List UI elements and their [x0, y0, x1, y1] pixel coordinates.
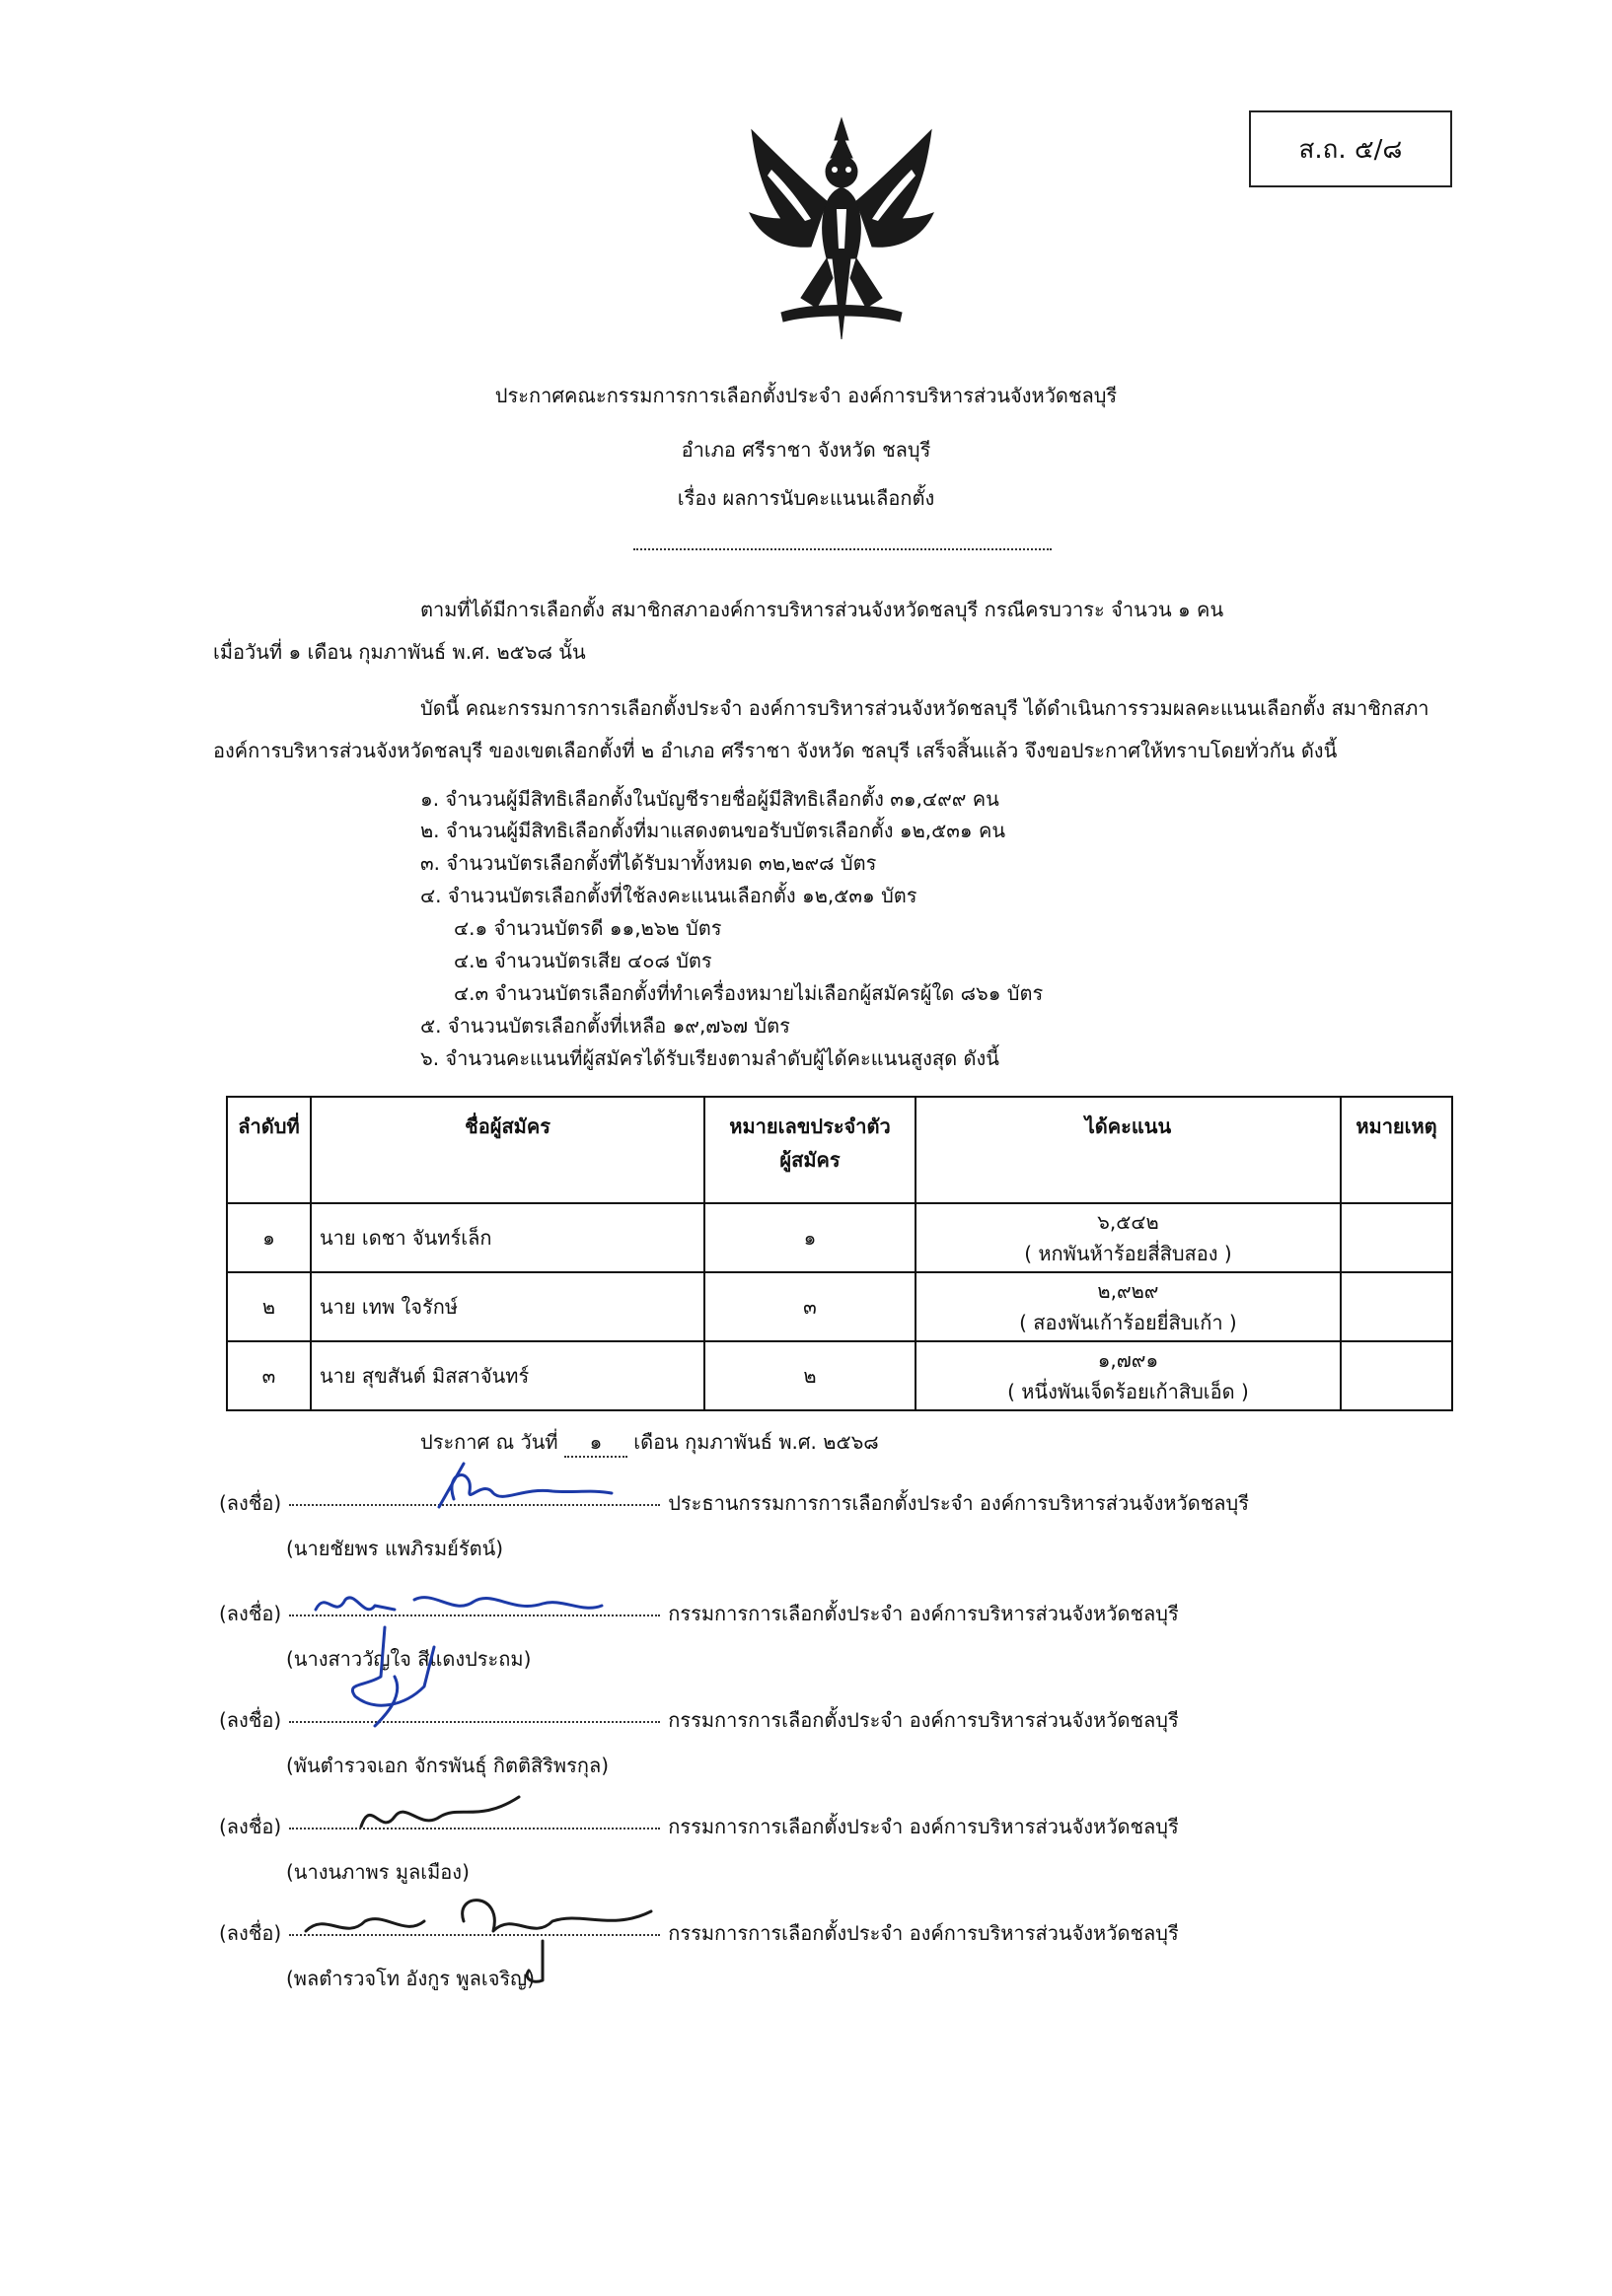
- announce-day: ๑: [564, 1428, 627, 1458]
- form-code: ส.ถ. ๕/๘: [1298, 134, 1403, 165]
- signature-label: (ลงชื่อ): [219, 1815, 282, 1838]
- score-value: ๑,๗๙๑: [1097, 1348, 1159, 1372]
- header-district: อำเภอ ศรีราชา จังหวัด ชลบุรี: [681, 438, 931, 462]
- handwritten-signature-3: [326, 1617, 464, 1736]
- list-item: ๓. จำนวนบัตรเลือกตั้งที่ได้รับมาทั้งหมด ๓๒,๒๙๘ บัตร: [420, 851, 877, 875]
- cell-number: ๓: [704, 1272, 916, 1341]
- handwritten-signature-1: [434, 1460, 651, 1519]
- signature-name: (พลตำรวจโท อังกูร พูลเจริญ): [286, 1967, 536, 1990]
- header-number-line1: หมายเลขประจำตัว: [729, 1114, 891, 1138]
- score-value: ๒,๙๒๙: [1097, 1279, 1159, 1303]
- score-value: ๖,๕๔๒: [1097, 1210, 1159, 1234]
- intro-p2-line2: องค์การบริหารส่วนจังหวัดชลบุรี ของเขตเลือกตั้งที่ ๒ อำเภอ ศรีราชา จังหวัด ชลบุรี เสร็จสิ้นแล้ว จึงขอประกาศให้ทราบโดยทั่วกัน ดังนี้: [213, 739, 1338, 762]
- list-subitem: ๔.๒ จำนวนบัตรเสีย ๔๐๘ บัตร: [454, 949, 712, 972]
- cell-remark: [1341, 1341, 1452, 1410]
- list-item: ๖. จำนวนคะแนนที่ผู้สมัครได้รับเรียงตามลำดับผู้ได้คะแนนสูงสุด ดังนี้: [420, 1046, 999, 1070]
- announce-month: กุมภาพันธ์: [685, 1430, 772, 1454]
- announce-month-label: เดือน: [633, 1430, 679, 1454]
- score-words: ( สองพันเก้าร้อยยี่สิบเก้า ): [1019, 1311, 1237, 1334]
- list-subitem: ๔.๑ จำนวนบัตรดี ๑๑,๒๖๒ บัตร: [454, 916, 722, 940]
- signature-label: (ลงชื่อ): [219, 1491, 282, 1515]
- cell-rank: ๓: [227, 1341, 311, 1410]
- list-subitem: ๔.๓ จำนวนบัตรเลือกตั้งที่ทำเครื่องหมายไม่เลือกผู้สมัครผู้ใด ๘๖๑ บัตร: [454, 981, 1044, 1005]
- signature-name: (นางสาววัญใจ สีแดงประถม): [286, 1647, 532, 1671]
- intro-p1-line1: ตามที่ได้มีการเลือกตั้ง สมาชิกสภาองค์การบริหารส่วนจังหวัดชลบุรี กรณีครบวาระ จำนวน ๑ คน: [420, 598, 1224, 621]
- cell-rank: ๑: [227, 1203, 311, 1272]
- signature-position: กรรมการการเลือกตั้งประจำ องค์การบริหารส่วนจังหวัดชลบุรี: [668, 1602, 1179, 1625]
- table-row: [227, 1341, 1452, 1410]
- list-item: ๕. จำนวนบัตรเลือกตั้งที่เหลือ ๑๙,๗๖๗ บัตร: [420, 1014, 790, 1038]
- header-remark: หมายเหตุ: [1341, 1097, 1452, 1203]
- list-item: ๔. จำนวนบัตรเลือกตั้งที่ใช้ลงคะแนนเลือกตั้ง ๑๒,๕๓๑ บัตร: [420, 884, 917, 907]
- header-divider: [633, 548, 1052, 550]
- announce-date: [420, 1428, 879, 1458]
- signature-line: [219, 1489, 1249, 1517]
- header-number-line2: ผู้สมัคร: [779, 1148, 841, 1172]
- signature-position: กรรมการการเลือกตั้งประจำ องค์การบริหารส่วนจังหวัดชลบุรี: [668, 1921, 1179, 1945]
- signature-name: (พันตำรวจเอก จักรพันธุ์ กิตติสิริพรกุล): [286, 1754, 610, 1777]
- cell-name: นาย สุขสันต์ มิสสาจันทร์: [311, 1341, 704, 1410]
- signature-label: (ลงชื่อ): [219, 1602, 282, 1625]
- results-table: [226, 1096, 1453, 1411]
- signature-position: กรรมการการเลือกตั้งประจำ องค์การบริหารส่วนจังหวัดชลบุรี: [668, 1708, 1179, 1732]
- cell-remark: [1341, 1203, 1452, 1272]
- list-item: ๑. จำนวนผู้มีสิทธิเลือกตั้งในบัญชีรายชื่อผู้มีสิทธิเลือกตั้ง ๓๑,๔๙๙ คน: [420, 787, 999, 811]
- cell-number: ๒: [704, 1341, 916, 1410]
- handwritten-signature-5: [296, 1882, 671, 1990]
- intro-p2-line1: บัดนี้ คณะกรรมการการเลือกตั้งประจำ องค์การบริหารส่วนจังหวัดชลบุรี ได้ดำเนินการรวมผลคะแนนเลือกตั้ง สมาชิกสภา: [420, 696, 1429, 720]
- cell-name: นาย เดชา จันทร์เล็ก: [311, 1203, 704, 1272]
- form-code-box: [1249, 110, 1452, 187]
- cell-score: [916, 1272, 1341, 1341]
- header-rank: ลำดับที่: [227, 1097, 311, 1203]
- announce-prefix: ประกาศ ณ วันที่: [420, 1430, 558, 1454]
- table-row: [227, 1272, 1452, 1341]
- header-score: ได้คะแนน: [916, 1097, 1341, 1203]
- table-row: [227, 1203, 1452, 1272]
- signature-label: (ลงชื่อ): [219, 1921, 282, 1945]
- score-words: ( หกพันห้าร้อยสี่สิบสอง ): [1024, 1242, 1232, 1265]
- cell-score: [916, 1341, 1341, 1410]
- header-name: ชื่อผู้สมัคร: [311, 1097, 704, 1203]
- header-title: ประกาศคณะกรรมการการเลือกตั้งประจำ องค์การบริหารส่วนจังหวัดชลบุรี: [494, 384, 1118, 407]
- cell-number: ๑: [704, 1203, 916, 1272]
- score-words: ( หนึ่งพันเจ็ดร้อยเก้าสิบเอ็ด ): [1007, 1380, 1249, 1403]
- cell-score: [916, 1203, 1341, 1272]
- signature-label: (ลงชื่อ): [219, 1708, 282, 1732]
- signature-name: (นางนภาพร มูลเมือง): [286, 1860, 470, 1884]
- signature-name: (นายชัยพร แพภิรมย์รัตน์): [286, 1537, 504, 1560]
- list-item: ๒. จำนวนผู้มีสิทธิเลือกตั้งที่มาแสดงตนขอรับบัตรเลือกตั้ง ๑๒,๕๓๑ คน: [420, 819, 1006, 842]
- table-header-row: [227, 1097, 1452, 1203]
- cell-name: นาย เทพ ใจรักษ์: [311, 1272, 704, 1341]
- signature-position: ประธานกรรมการการเลือกตั้งประจำ องค์การบริหารส่วนจังหวัดชลบุรี: [668, 1491, 1249, 1515]
- announce-year: พ.ศ. ๒๕๖๘: [778, 1430, 879, 1454]
- cell-remark: [1341, 1272, 1452, 1341]
- cell-rank: ๒: [227, 1272, 311, 1341]
- garuda-emblem-icon: [742, 110, 941, 347]
- handwritten-signature-4: [351, 1787, 529, 1846]
- header-subject: เรื่อง ผลการนับคะแนนเลือกตั้ง: [677, 486, 935, 510]
- intro-p1-line2: เมื่อวันที่ ๑ เดือน กุมภาพันธ์ พ.ศ. ๒๕๖๘ นั้น: [213, 640, 586, 664]
- header-number: [704, 1097, 916, 1203]
- signature-position: กรรมการการเลือกตั้งประจำ องค์การบริหารส่วนจังหวัดชลบุรี: [668, 1815, 1179, 1838]
